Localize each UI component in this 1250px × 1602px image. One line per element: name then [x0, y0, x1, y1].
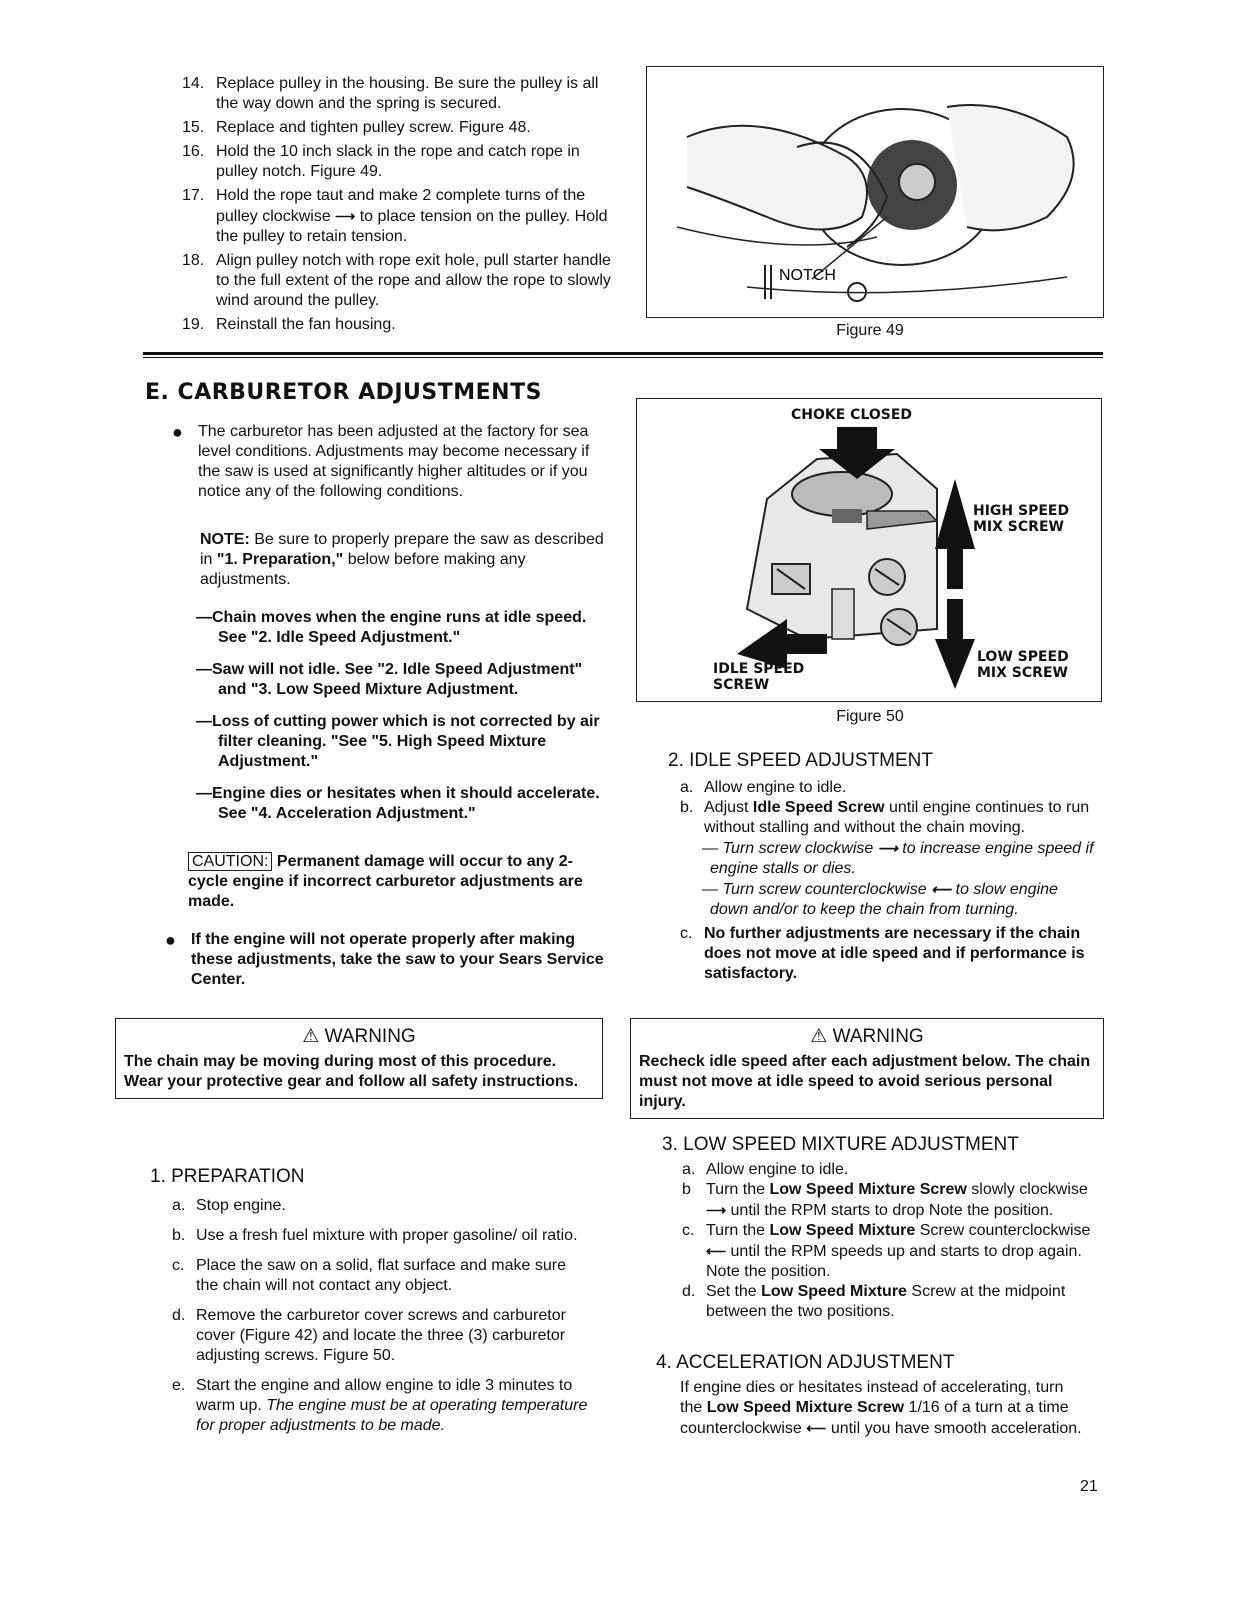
list-item: c. Turn the Low Speed Mixture Screw counterclockwise ⟵ until the RPM speeds up and starts to drop again. Note the position. [682, 1222, 1091, 1280]
counterclockwise-arrow-icon: ⟵ [931, 881, 952, 897]
list-item: 17. Hold the rope taut and make 2 complete turns of the pulley clockwise ⟶ to place tension on the pulley. Hold the pulley to retain tension. [182, 187, 608, 245]
section-divider [143, 352, 1103, 355]
warning-title: ⚠ WARNING [810, 1026, 924, 1047]
caution-label: CAUTION: [188, 852, 272, 871]
top-steps [182, 74, 618, 339]
acceleration-paragraph: If engine dies or hesitates instead of accelerating, turn the Low Speed Mixture Screw 1/16 of a turn at a time counterclockwise ⟵ until you have smooth acceleration. [680, 1379, 1082, 1437]
low-speed-label: LOW SPEED MIX SCREW [977, 649, 1069, 681]
counterclockwise-arrow-icon: ⟵ [806, 1420, 827, 1436]
bullet-icon: ● [165, 930, 176, 950]
clockwise-arrow-icon: ⟶ [335, 208, 356, 224]
list-item: d. Set the Low Speed Mixture Screw at the midpoint between the two positions. [682, 1283, 1066, 1320]
warning-box-right: ⚠ WARNING Recheck idle speed after each adjustment below. The chain must not move at idle speed to avoid serious personal injury. [630, 1018, 1104, 1119]
list-item: b. Use a fresh fuel mixture with proper gasoline/ oil ratio. [172, 1227, 578, 1244]
list-item: b Turn the Low Speed Mixture Screw slowly clockwise ⟶ until the RPM starts to drop Note the position. [682, 1181, 1088, 1219]
list-item: a. Allow engine to idle. [682, 1161, 849, 1178]
acceleration-adjustment-title: 4. ACCELERATION ADJUSTMENT [656, 1352, 955, 1373]
list-item: c. Place the saw on a solid, flat surface and make sure the chain will not contact any object. [172, 1257, 566, 1294]
service-bullet: ● If the engine will not operate properly after making these adjustments, take the saw to your Sears Service Center. [165, 930, 604, 988]
list-item: d. Remove the carburetor cover screws and carburetor cover (Figure 42) and locate the three (3) carburetor adjusting screws. Figure 50. [172, 1307, 566, 1364]
bullet-icon: ● [172, 422, 183, 442]
idle-speed-label: IDLE SPEED SCREW [713, 661, 805, 693]
low-speed-arrow-icon [935, 599, 975, 689]
idle-screw-shape [772, 564, 810, 594]
condition-list [196, 608, 606, 836]
list-item: — Turn screw counterclockwise ⟵ to slow engine down and/or to keep the chain from turning. [702, 881, 1058, 918]
list-item: 14. Replace pulley in the housing. Be sure the pulley is all the way down and the spring is secured. [182, 75, 599, 112]
section-divider-thin [143, 357, 1103, 358]
notch-label: NOTCH [779, 267, 836, 284]
warning-triangle-icon: ⚠ [810, 1026, 828, 1047]
list-item: 19. Reinstall the fan housing. [182, 316, 396, 333]
clockwise-arrow-icon: ⟶ [706, 1202, 727, 1218]
list-item: —Engine dies or hesitates when it should accelerate. See "4. Acceleration Adjustment." [196, 785, 600, 822]
page-number: 21 [1080, 1478, 1098, 1495]
section-title: E. CARBURETOR ADJUSTMENTS [145, 380, 542, 405]
list-item: —Chain moves when the engine runs at idle speed. See "2. Idle Speed Adjustment." [196, 609, 587, 646]
clockwise-arrow-icon: ⟶ [877, 840, 898, 856]
warning-box-left: ⚠ WARNING The chain may be moving during most of this procedure. Wear your protective gear and follow all safety instructions. [115, 1018, 603, 1099]
caution-paragraph: CAUTION: Permanent damage will occur to any 2-cycle engine if incorrect carburetor adjustments are made. [188, 853, 583, 910]
list-item: b. Adjust Idle Speed Screw until engine continues to run without stalling and without the chain moving. [680, 799, 1090, 836]
intro-bullet: ● The carburetor has been adjusted at the factory for sea level conditions. Adjustments may become necessary if the saw is used at significantly higher altitudes or if you notice any of the following conditions. [172, 422, 590, 500]
warning-title: ⚠ WARNING [302, 1026, 416, 1047]
list-item: a. Stop engine. [172, 1197, 286, 1214]
list-item: e. Start the engine and allow engine to idle 3 minutes to warm up. The engine must be at operating temperature for proper adjustments to be made. [172, 1377, 588, 1434]
list-item: 15. Replace and tighten pulley screw. Figure 48. [182, 119, 531, 136]
list-item: —Saw will not idle. See "2. Idle Speed Adjustment" and "3. Low Speed Mixture Adjustment. [196, 661, 583, 698]
list-item: a. Allow engine to idle. [680, 779, 847, 796]
preparation-title: 1. PREPARATION [150, 1166, 305, 1187]
counterclockwise-arrow-icon: ⟵ [706, 1243, 727, 1259]
warning-triangle-icon: ⚠ [302, 1026, 320, 1047]
list-item: —Loss of cutting power which is not corrected by air filter cleaning. "See "5. High Speed Mixture Adjustment." [196, 713, 600, 770]
figure-49-caption: Figure 49 [836, 322, 904, 339]
list-item: 16. Hold the 10 inch slack in the rope and catch rope in pulley notch. Figure 49. [182, 143, 580, 180]
idle-adjustment-steps [680, 778, 1100, 988]
pulley-illustration [647, 67, 1103, 317]
note-paragraph: NOTE: Be sure to properly prepare the saw as described in "1. Preparation," below before making any adjustments. [200, 531, 604, 588]
figure-49 [646, 66, 1104, 318]
preparation-steps [172, 1196, 592, 1440]
figure-50-caption: Figure 50 [836, 708, 904, 725]
high-speed-label: HIGH SPEED MIX SCREW [973, 503, 1070, 535]
list-item: 18. Align pulley notch with rope exit hole, pull starter handle to the full extent of the rope and allow the rope to slowly wind around the pulley. [182, 252, 611, 309]
list-item: — Turn screw clockwise ⟶ to increase engine speed if engine stalls or dies. [702, 840, 1094, 877]
low-speed-adjustment-steps [682, 1160, 1092, 1322]
idle-adjustment-title: 2. IDLE SPEED ADJUSTMENT [668, 750, 934, 771]
low-speed-adjustment-title: 3. LOW SPEED MIXTURE ADJUSTMENT [662, 1134, 1019, 1155]
high-speed-arrow-icon [935, 479, 975, 589]
figure-50 [636, 398, 1102, 702]
list-item: c. No further adjustments are necessary if the chain does not move at idle speed and if performance is satisfactory. [680, 925, 1085, 982]
choke-closed-label: CHOKE CLOSED [791, 407, 913, 423]
